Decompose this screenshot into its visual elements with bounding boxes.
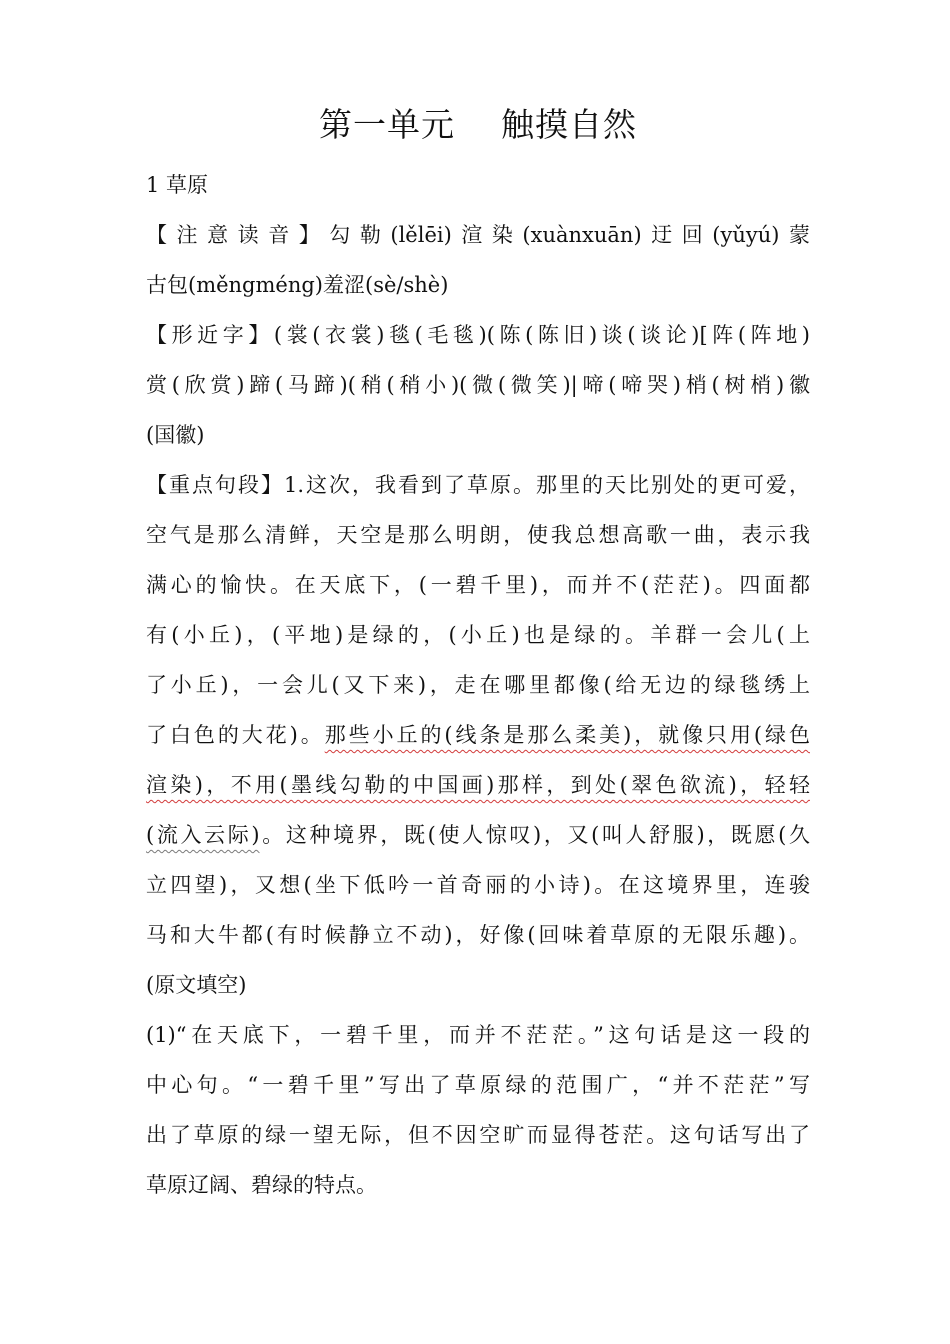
pronunciation-line-2: 古包(měngméng)羞涩(sè/shè) <box>146 273 449 297</box>
analysis-line-1: (1)“在天底下，一碧千里，而并不茫茫。”这句话是这一段的 <box>146 1023 810 1047</box>
key-passage-line-7 <box>146 760 810 810</box>
key-passage-line-11: (原文填空) <box>146 973 247 997</box>
pronunciation-line-1: 【注意读音】勾勒(lělēi)渲染(xuànxuān)迂回(yǔyú)蒙 <box>146 223 810 247</box>
similar-chars-line-2: 赏(欣赏)蹄(马蹄)(稍(稍小)(微(微笑)|啼(啼哭)梢(树梢)徽 <box>146 373 810 397</box>
unit-title: 第一单元 触摸自然 <box>319 105 637 144</box>
key-passage-line-1: 【重点句段】1.这次，我看到了草原。那里的天比别处的更可爱， <box>146 473 810 497</box>
key-passage-line-7-marked: 渲染)，不用(墨线勾勒的中国画)那样，到处(翠色欲流)，轻轻 <box>146 773 810 797</box>
key-passage-line-8-marked: (流入云际) <box>146 823 260 847</box>
key-passage-line-10: 马和大牛都(有时候静立不动)，好像(回味着草原的无限乐趣)。 <box>146 923 810 947</box>
key-passage-line-9: 立四望)，又想(坐下低吟一首奇丽的小诗)。在这境界里，连骏 <box>146 873 810 897</box>
analysis-line-3: 出了草原的绿一望无际，但不因空旷而显得苍茫。这句话写出了 <box>146 1123 810 1147</box>
key-passage-line-2: 空气是那么清鲜，天空是那么明朗，使我总想高歌一曲，表示我 <box>146 523 810 547</box>
key-passage-line-6-marked: 那些小丘的(线条是那么柔美)，就像只用(绿色 <box>324 723 810 747</box>
key-passage-line-4: 有(小丘)，(平地)是绿的，(小丘)也是绿的。羊群一会儿(上 <box>146 623 810 647</box>
analysis-line-2: 中心句。“一碧千里”写出了草原绿的范围广，“并不茫茫”写 <box>146 1073 810 1097</box>
similar-chars-line-3: (国徽) <box>146 423 205 447</box>
document-page <box>146 100 810 1210</box>
key-passage-line-8 <box>146 810 810 860</box>
key-passage-line-6 <box>146 710 810 760</box>
key-passage-line-5: 了小丘)，一会儿(又下来)，走在哪里都像(给无边的绿毯绣上 <box>146 673 810 697</box>
lesson-heading: 1 草原 <box>146 173 209 197</box>
key-passage-line-8-rest: 。这种境界，既(使人惊叹)，又(叫人舒服)，既愿(久 <box>259 823 810 847</box>
key-passage-line-3: 满心的愉快。在天底下，(一碧千里)，而并不(茫茫)。四面都 <box>146 573 810 597</box>
similar-chars-line-1: 【形近字】(裳(衣裳)毯(毛毯)(陈(陈旧)谈(谈论)[阵(阵地) <box>146 323 810 347</box>
analysis-line-4: 草原辽阔、碧绿的特点。 <box>146 1173 377 1197</box>
key-passage-line-6-plain: 了白色的大花)。 <box>146 723 325 747</box>
